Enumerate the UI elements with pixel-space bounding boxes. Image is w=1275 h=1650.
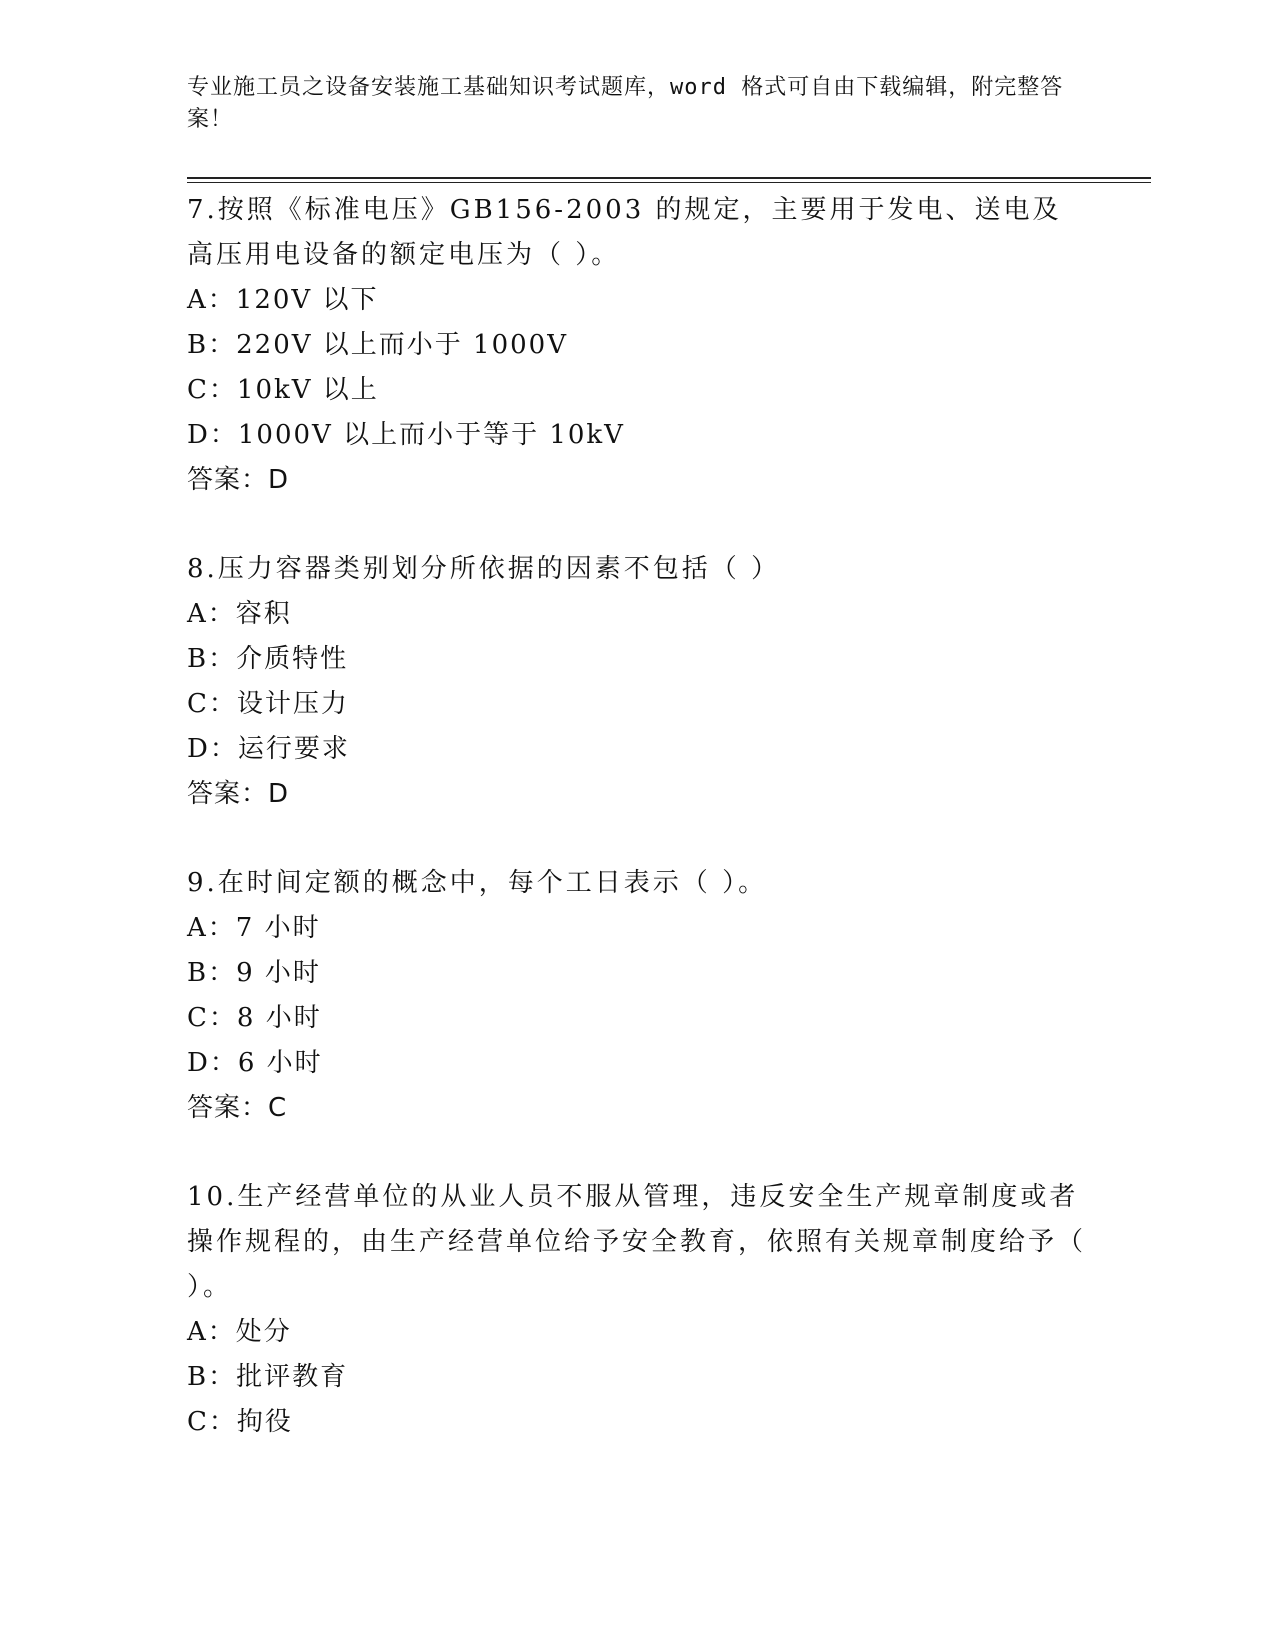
option-key: A：: [187, 1317, 236, 1347]
option-c: [187, 682, 1087, 727]
option-b: [187, 323, 1087, 368]
option-key: C：: [187, 375, 237, 405]
option-a: [187, 278, 1087, 323]
question-stem: 8.压力容器类别划分所依据的因素不包括（ ）: [187, 554, 781, 584]
option-text: 9 小时: [236, 958, 321, 988]
option-key: B：: [187, 330, 237, 360]
option-key: B：: [187, 644, 237, 674]
option-text: 8 小时: [236, 1003, 322, 1033]
question-stem: 9.在时间定额的概念中，每个工日表示（ ）。: [187, 868, 768, 898]
option-text: 拘役: [236, 1407, 293, 1437]
option-key: B：: [187, 958, 237, 988]
answer-line: 答案：D: [187, 779, 290, 809]
option-text: 7 小时: [235, 913, 321, 943]
option-key: C：: [187, 689, 237, 719]
option-b: [187, 1355, 1087, 1400]
option-text: 容积: [235, 599, 292, 629]
option-text: 设计压力: [236, 689, 349, 719]
option-c: [187, 996, 1087, 1041]
option-key: D：: [187, 420, 238, 450]
option-text: 1000V 以上而小于等于 10kV: [237, 420, 625, 450]
answer-line: 答案：C: [187, 1093, 288, 1123]
option-a: [187, 906, 1087, 951]
option-text: 220V 以上而小于 1000V: [236, 330, 568, 360]
document-header: 专业施工员之设备安装施工基础知识考试题库，word 格式可自由下载编辑，附完整答案！: [187, 75, 1064, 132]
option-key: C：: [187, 1407, 237, 1437]
option-text: 120V 以下: [235, 285, 379, 315]
option-key: B：: [187, 1362, 237, 1392]
option-d: [187, 1041, 1087, 1086]
option-b: [187, 951, 1087, 996]
question-stem: 7.按照《标准电压》GB156-2003 的规定，主要用于发电、送电及高压用电设备的额定电压为（ ）。: [187, 195, 1062, 270]
option-key: C：: [187, 1003, 237, 1033]
option-text: 运行要求: [237, 734, 350, 764]
question-8: [187, 547, 1087, 817]
option-d: [187, 413, 1087, 458]
option-key: A：: [187, 913, 236, 943]
answer-line: 答案：D: [187, 465, 290, 495]
option-text: 6 小时: [237, 1048, 323, 1078]
question-9: [187, 861, 1087, 1131]
option-text: 10kV 以上: [236, 375, 379, 405]
option-c: [187, 368, 1087, 413]
option-key: A：: [187, 285, 236, 315]
option-a: [187, 1310, 1087, 1355]
option-key: D：: [187, 1048, 238, 1078]
question-10: [187, 1175, 1087, 1445]
question-stem: 10.生产经营单位的从业人员不服从管理，违反安全生产规章制度或者操作规程的，由生产经营单位给予安全教育，依照有关规章制度给予（ ）。: [187, 1182, 1087, 1302]
header-divider-thick: [187, 177, 1151, 179]
question-list: [187, 188, 1087, 1489]
option-a: [187, 592, 1087, 637]
option-key: D：: [187, 734, 238, 764]
option-b: [187, 637, 1087, 682]
option-text: 批评教育: [236, 1362, 349, 1392]
option-d: [187, 727, 1087, 772]
header-divider-thin: [187, 182, 1151, 183]
question-7: [187, 188, 1087, 503]
option-text: 介质特性: [236, 644, 349, 674]
option-key: A：: [187, 599, 236, 629]
option-c: [187, 1400, 1087, 1445]
option-text: 处分: [235, 1317, 292, 1347]
